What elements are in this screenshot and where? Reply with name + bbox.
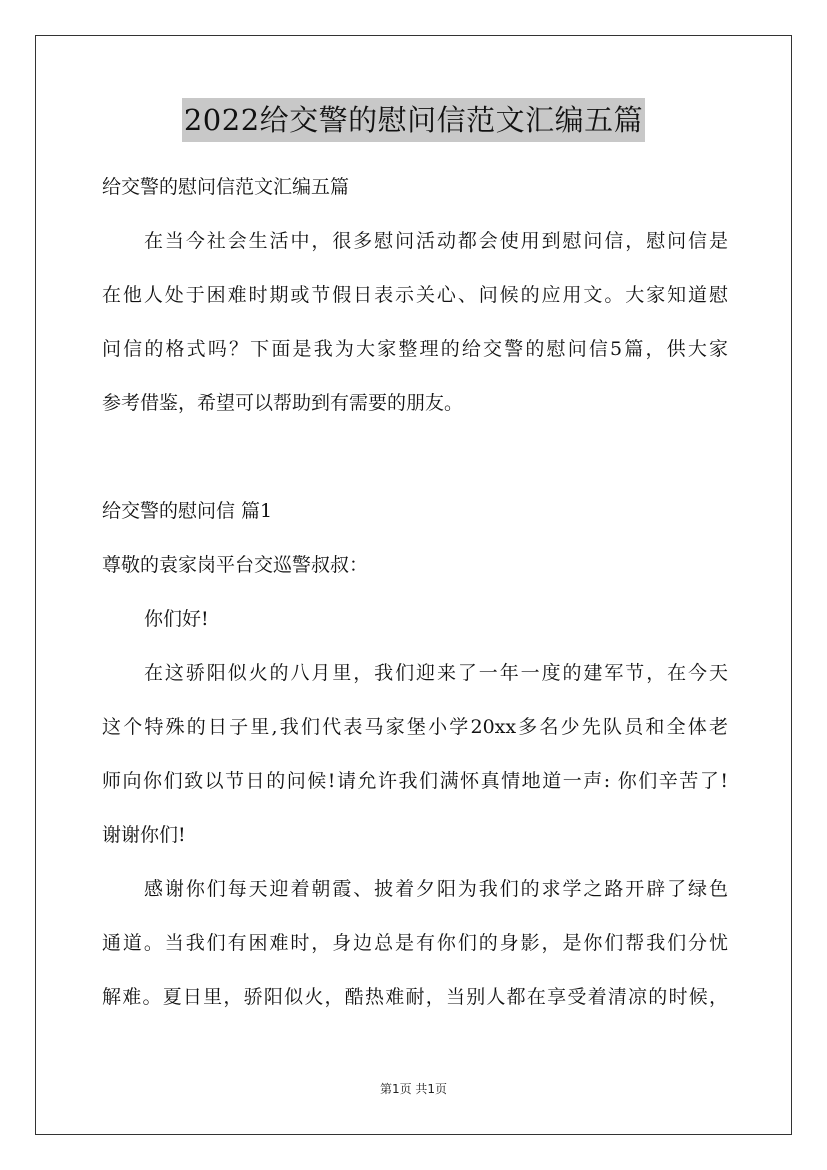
- paragraph-line: 解难。夏日里，骄阳似火，酷热难耐，当别人都在享受着清凉的时候，: [102, 986, 728, 1008]
- paragraph-line: 谢谢你们!: [102, 824, 186, 846]
- document-title: 2022给交警的慰问信范文汇编五篇: [182, 98, 645, 142]
- page-footer: [0, 1080, 827, 1097]
- page-number: 第1页 共1页: [379, 1082, 448, 1096]
- intro-line: 在当今社会生活中，很多慰问活动都会使用到慰问信，慰问信是: [144, 230, 728, 252]
- intro-line: 参考借鉴，希望可以帮助到有需要的朋友。: [102, 392, 464, 414]
- document-body: [102, 160, 728, 1024]
- salutation: 尊敬的袁家岗平台交巡警叔叔：: [102, 554, 369, 576]
- paragraph-line: 师向你们致以节日的问候!请允许我们满怀真情地道一声: 你们辛苦了!: [102, 770, 728, 792]
- paragraph-line: 感谢你们每天迎着朝霞、披着夕阳为我们的求学之路开辟了绿色: [144, 878, 728, 900]
- paragraph-line: 这个特殊的日子里,我们代表马家堡小学20xx多名少先队员和全体老: [102, 716, 728, 738]
- paragraph-line: 通道。当我们有困难时，身边总是有你们的身影，是你们帮我们分忧: [102, 932, 728, 954]
- intro-line: 问信的格式吗？下面是我为大家整理的给交警的慰问信5篇，供大家: [102, 338, 728, 360]
- subtitle: 给交警的慰问信范文汇编五篇: [102, 176, 350, 198]
- paragraph-line: 在这骄阳似火的八月里，我们迎来了一年一度的建军节，在今天: [144, 662, 728, 684]
- document-title-block: [0, 98, 827, 142]
- spacer: [102, 430, 728, 484]
- intro-line: 在他人处于困难时期或节假日表示关心、问候的应用文。大家知道慰: [102, 284, 728, 306]
- section-heading: 给交警的慰问信 篇1: [102, 500, 273, 522]
- greeting: 你们好!: [144, 608, 209, 630]
